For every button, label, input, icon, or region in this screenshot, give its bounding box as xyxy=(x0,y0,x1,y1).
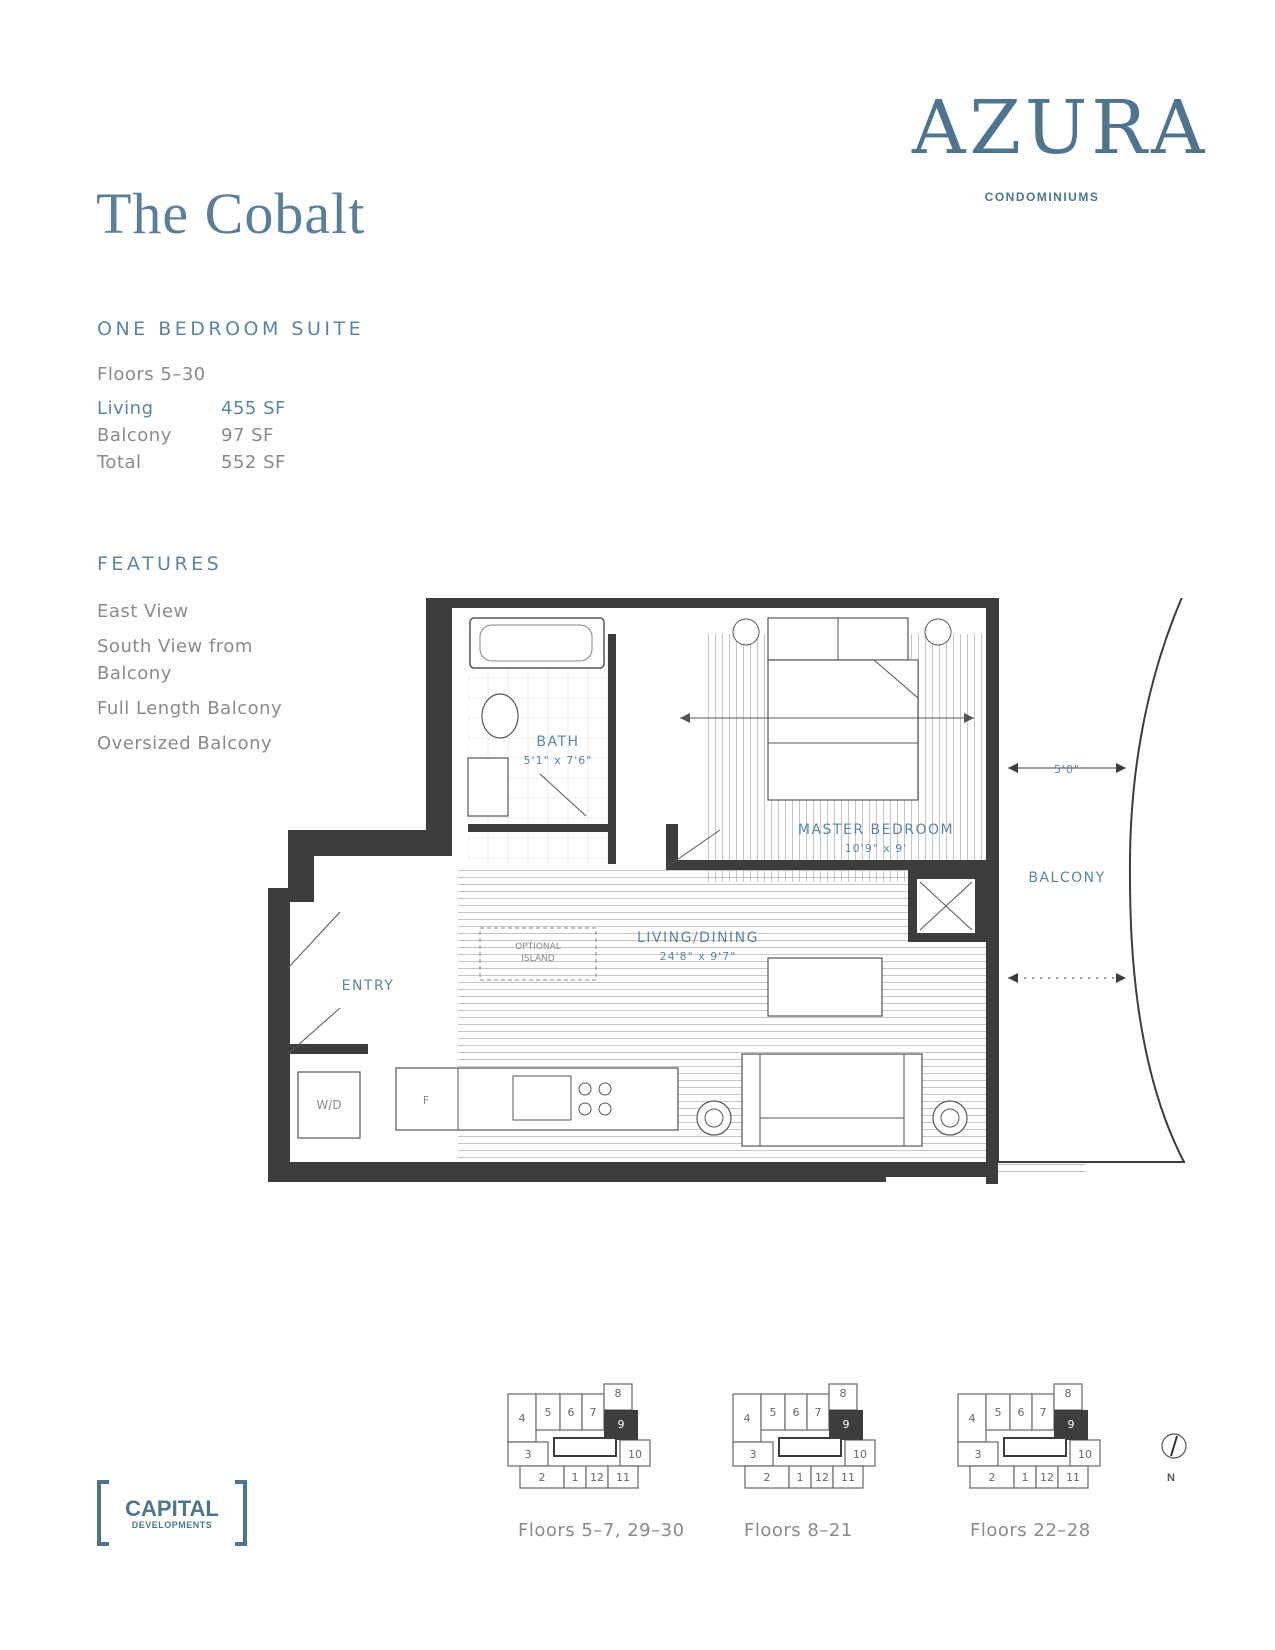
keyplan-caption: Floors 8–21 xyxy=(744,1520,853,1541)
keyplan-unit: 8 xyxy=(839,1387,847,1400)
area-value: 552 SF xyxy=(221,452,286,473)
area-table xyxy=(97,398,286,479)
keyplan-3 xyxy=(950,1382,1120,1490)
keyplan-unit: 1 xyxy=(796,1471,804,1484)
island-label-line2: ISLAND xyxy=(521,954,555,964)
keyplan-unit-highlight: 9 xyxy=(617,1418,625,1431)
suite-floors: Floors 5–30 xyxy=(97,364,206,385)
living-label: LIVING/DINING xyxy=(636,930,760,946)
keyplan-caption: Floors 5–7, 29–30 xyxy=(518,1520,685,1541)
keyplan-unit: 11 xyxy=(1066,1471,1080,1484)
floor-plan xyxy=(268,598,1228,1238)
capital-developments-logo xyxy=(95,1478,249,1548)
feature-item: East View xyxy=(97,601,189,622)
bath-dims: 5'1" x 7'6" xyxy=(523,754,593,767)
azura-logo-subtitle: CONDOMINIUMS xyxy=(984,190,1100,204)
developer-name-line2: DEVELOPMENTS xyxy=(131,1520,213,1530)
compass-label: N xyxy=(1167,1472,1175,1484)
keyplan-unit: 12 xyxy=(1040,1471,1054,1484)
keyplan-unit: 11 xyxy=(616,1471,630,1484)
keyplan-unit: 10 xyxy=(853,1448,867,1461)
area-value: 97 SF xyxy=(221,425,274,446)
bedroom-dims: 10'9" x 9' xyxy=(844,842,908,855)
keyplan-unit: 6 xyxy=(567,1406,575,1419)
keyplan-unit: 6 xyxy=(1017,1406,1025,1419)
keyplan-unit: 1 xyxy=(571,1471,579,1484)
keyplan-unit: 4 xyxy=(518,1412,526,1425)
bedroom-label: MASTER BEDROOM xyxy=(797,822,955,838)
area-label: Balcony xyxy=(97,425,172,446)
area-row-total xyxy=(97,452,286,479)
keyplan-unit-highlight: 9 xyxy=(842,1418,850,1431)
balcony-depth: 5'0" xyxy=(1053,763,1081,776)
keyplan-unit: 2 xyxy=(988,1471,996,1484)
keyplan-unit: 7 xyxy=(1039,1406,1047,1419)
features-heading: FEATURES xyxy=(97,553,223,575)
keyplan-unit: 8 xyxy=(614,1387,622,1400)
feature-item: South View from Balcony xyxy=(97,636,253,684)
keyplan-unit: 11 xyxy=(841,1471,855,1484)
keyplan-unit: 12 xyxy=(590,1471,604,1484)
keyplan-unit: 7 xyxy=(814,1406,822,1419)
keyplan-unit: 5 xyxy=(769,1406,777,1419)
area-row-balcony xyxy=(97,425,286,452)
entry-label: ENTRY xyxy=(341,978,395,994)
suite-type: ONE BEDROOM SUITE xyxy=(97,318,365,340)
keyplan-unit: 8 xyxy=(1064,1387,1072,1400)
keyplan-caption: Floors 22–28 xyxy=(970,1520,1091,1541)
north-arrow-icon xyxy=(1160,1432,1188,1460)
keyplan-unit: 3 xyxy=(974,1448,982,1461)
island-label-line1: OPTIONAL xyxy=(515,942,561,952)
area-value: 455 SF xyxy=(221,398,286,419)
keyplan-unit: 5 xyxy=(994,1406,1002,1419)
keyplan-unit: 4 xyxy=(968,1412,976,1425)
suite-name: The Cobalt xyxy=(96,181,366,246)
keyplan-unit: 4 xyxy=(743,1412,751,1425)
area-label: Total xyxy=(97,452,142,473)
keyplan-unit: 5 xyxy=(544,1406,552,1419)
bath-label: BATH xyxy=(536,734,580,750)
balcony-label: BALCONY xyxy=(1028,870,1106,886)
keyplan-1 xyxy=(500,1382,670,1490)
feature-item: Oversized Balcony xyxy=(97,733,273,754)
keyplan-unit: 1 xyxy=(1021,1471,1029,1484)
feature-item: Full Length Balcony xyxy=(97,698,283,719)
keyplan-unit: 3 xyxy=(749,1448,757,1461)
area-label: Living xyxy=(97,398,154,419)
keyplan-unit: 3 xyxy=(524,1448,532,1461)
fridge-label: F xyxy=(422,1094,430,1107)
keyplan-unit: 10 xyxy=(628,1448,642,1461)
keyplan-2 xyxy=(725,1382,895,1490)
keyplan-unit: 7 xyxy=(589,1406,597,1419)
keyplan-unit-highlight: 9 xyxy=(1067,1418,1075,1431)
keyplan-unit: 2 xyxy=(763,1471,771,1484)
keyplan-unit: 10 xyxy=(1078,1448,1092,1461)
keyplan-unit: 6 xyxy=(792,1406,800,1419)
area-row-living xyxy=(97,398,286,425)
living-dims: 24'8" x 9'7" xyxy=(659,950,737,963)
developer-name-line1: CAPITAL xyxy=(125,1496,219,1521)
keyplan-unit: 2 xyxy=(538,1471,546,1484)
wd-label: W/D xyxy=(316,1098,342,1112)
azura-logo: AZURA xyxy=(912,85,1209,171)
keyplan-unit: 12 xyxy=(815,1471,829,1484)
